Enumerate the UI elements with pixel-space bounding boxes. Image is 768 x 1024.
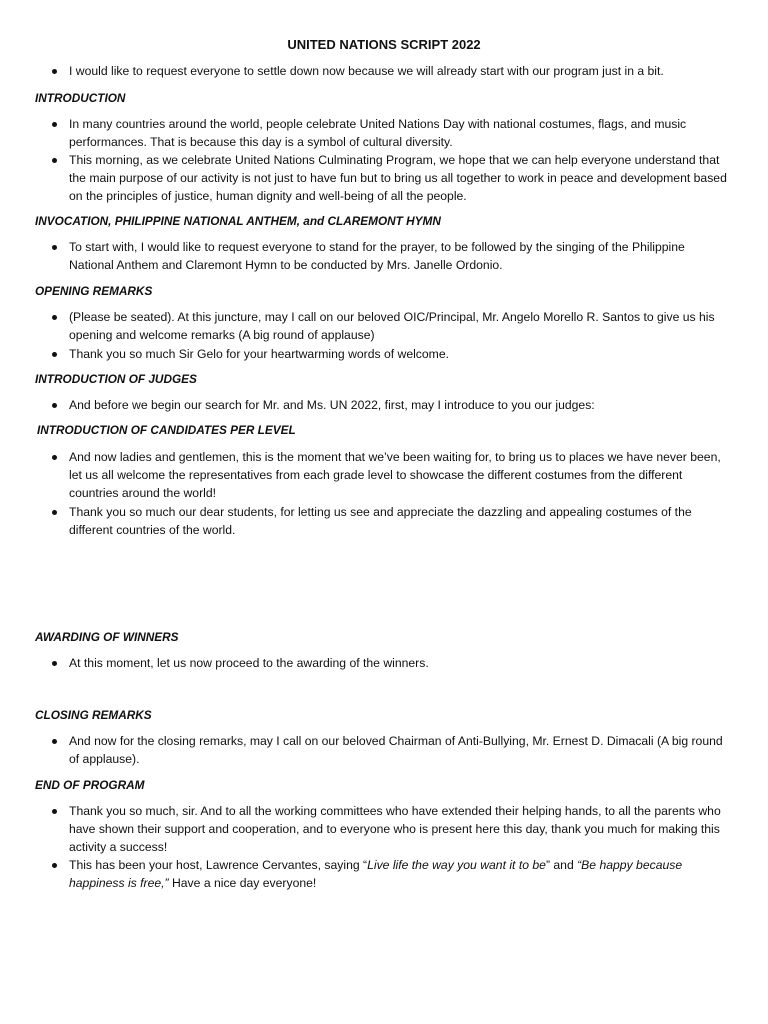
bullet-icon [52, 661, 57, 666]
list-item [52, 802, 728, 856]
list-item [52, 238, 728, 274]
bullet-icon [52, 352, 57, 357]
list-item-text: And now for the closing remarks, may I call on our beloved Chairman of Anti-Bullying, Mr. Ernest D. Dimacali (A big round of applause). [69, 734, 723, 766]
section-heading-judges: INTRODUCTION OF JUDGES [35, 372, 197, 386]
section-heading-awarding: AWARDING OF WINNERS [35, 630, 179, 644]
list-item-text [69, 856, 728, 892]
closing-line-part3: Have a nice day everyone! [168, 876, 317, 890]
bullet-icon [52, 69, 57, 74]
list-item [52, 503, 728, 539]
closing-quote-1: Live life the way you want it to be [367, 858, 546, 872]
list-item-text: This morning, as we celebrate United Nations Culminating Program, we hope that we can help everyone understand that the main purpose of our activity is not just to have fun but to bring us all together to work in peace and development based on the principles of justice, human dignity and well-being of all the people. [69, 153, 727, 203]
closing-quote-2: “Be happy because happiness is free,” [69, 858, 683, 890]
closing-line-part1: This has been your host, Lawrence Cervantes, saying “ [69, 858, 368, 872]
list-item [52, 448, 728, 502]
bullet-icon [52, 863, 57, 868]
bullet-icon [52, 739, 57, 744]
list-item-text: Thank you so much, sir. And to all the working committees who have extended their helping hands, to all the parents who have shown their support and cooperation, and to everyone who is present here this day, thank you much for making this activity a success! [69, 804, 721, 854]
list-item [52, 856, 728, 892]
bullet-icon [52, 403, 57, 408]
list-item [52, 654, 728, 672]
section-heading-invocation: INVOCATION, PHILIPPINE NATIONAL ANTHEM, and CLAREMONT HYMN [35, 214, 441, 228]
bullet-icon [52, 245, 57, 250]
list-item [52, 345, 728, 363]
bullet-icon [52, 455, 57, 460]
bullet-icon [52, 122, 57, 127]
list-item [52, 62, 728, 80]
section-heading-candidates: INTRODUCTION OF CANDIDATES PER LEVEL [37, 423, 296, 437]
list-item-text: Thank you so much our dear students, for letting us see and appreciate the dazzling and appealing costumes of the different countries of the world. [69, 505, 692, 537]
bullet-icon [52, 510, 57, 515]
bullet-icon [52, 315, 57, 320]
section-heading-introduction: INTRODUCTION [35, 91, 126, 105]
section-heading-closing: CLOSING REMARKS [35, 708, 152, 722]
list-item [52, 396, 728, 414]
list-item-text: And now ladies and gentlemen, this is the moment that we’ve been waiting for, to bring us to places we have never been, let us all welcome the representatives from each grade level to showcase the different costumes from the different countries around the world! [69, 450, 721, 500]
list-item [52, 151, 728, 205]
closing-line-part2: ” and [545, 858, 578, 872]
list-item [52, 732, 728, 768]
list-item [52, 115, 728, 151]
section-heading-opening-remarks: OPENING REMARKS [35, 284, 153, 298]
bullet-icon [52, 158, 57, 163]
list-item [52, 308, 728, 344]
list-item-text: In many countries around the world, people celebrate United Nations Day with national costumes, flags, and music performances. That is because this day is a symbol of cultural diversity. [69, 117, 687, 149]
list-item-text: At this moment, let us now proceed to the awarding of the winners. [69, 656, 429, 670]
list-item-text: To start with, I would like to request everyone to stand for the prayer, to be followed by the singing of the Philippine National Anthem and Claremont Hymn to be conducted by Mrs. Janelle Ordonio. [69, 240, 685, 272]
list-item-text: And before we begin our search for Mr. and Ms. UN 2022, first, may I introduce to you our judges: [69, 398, 595, 412]
section-heading-end: END OF PROGRAM [35, 778, 145, 792]
list-item-text: Thank you so much Sir Gelo for your heartwarming words of welcome. [69, 347, 449, 361]
document-title: UNITED NATIONS SCRIPT 2022 [287, 37, 481, 52]
list-item-text: (Please be seated). At this juncture, may I call on our beloved OIC/Principal, Mr. Angelo Morello R. Santos to give us his opening and welcome remarks (A big round of applause) [69, 310, 715, 342]
bullet-icon [52, 809, 57, 814]
list-item-text: I would like to request everyone to settle down now because we will already start with our program just in a bit. [69, 64, 664, 78]
